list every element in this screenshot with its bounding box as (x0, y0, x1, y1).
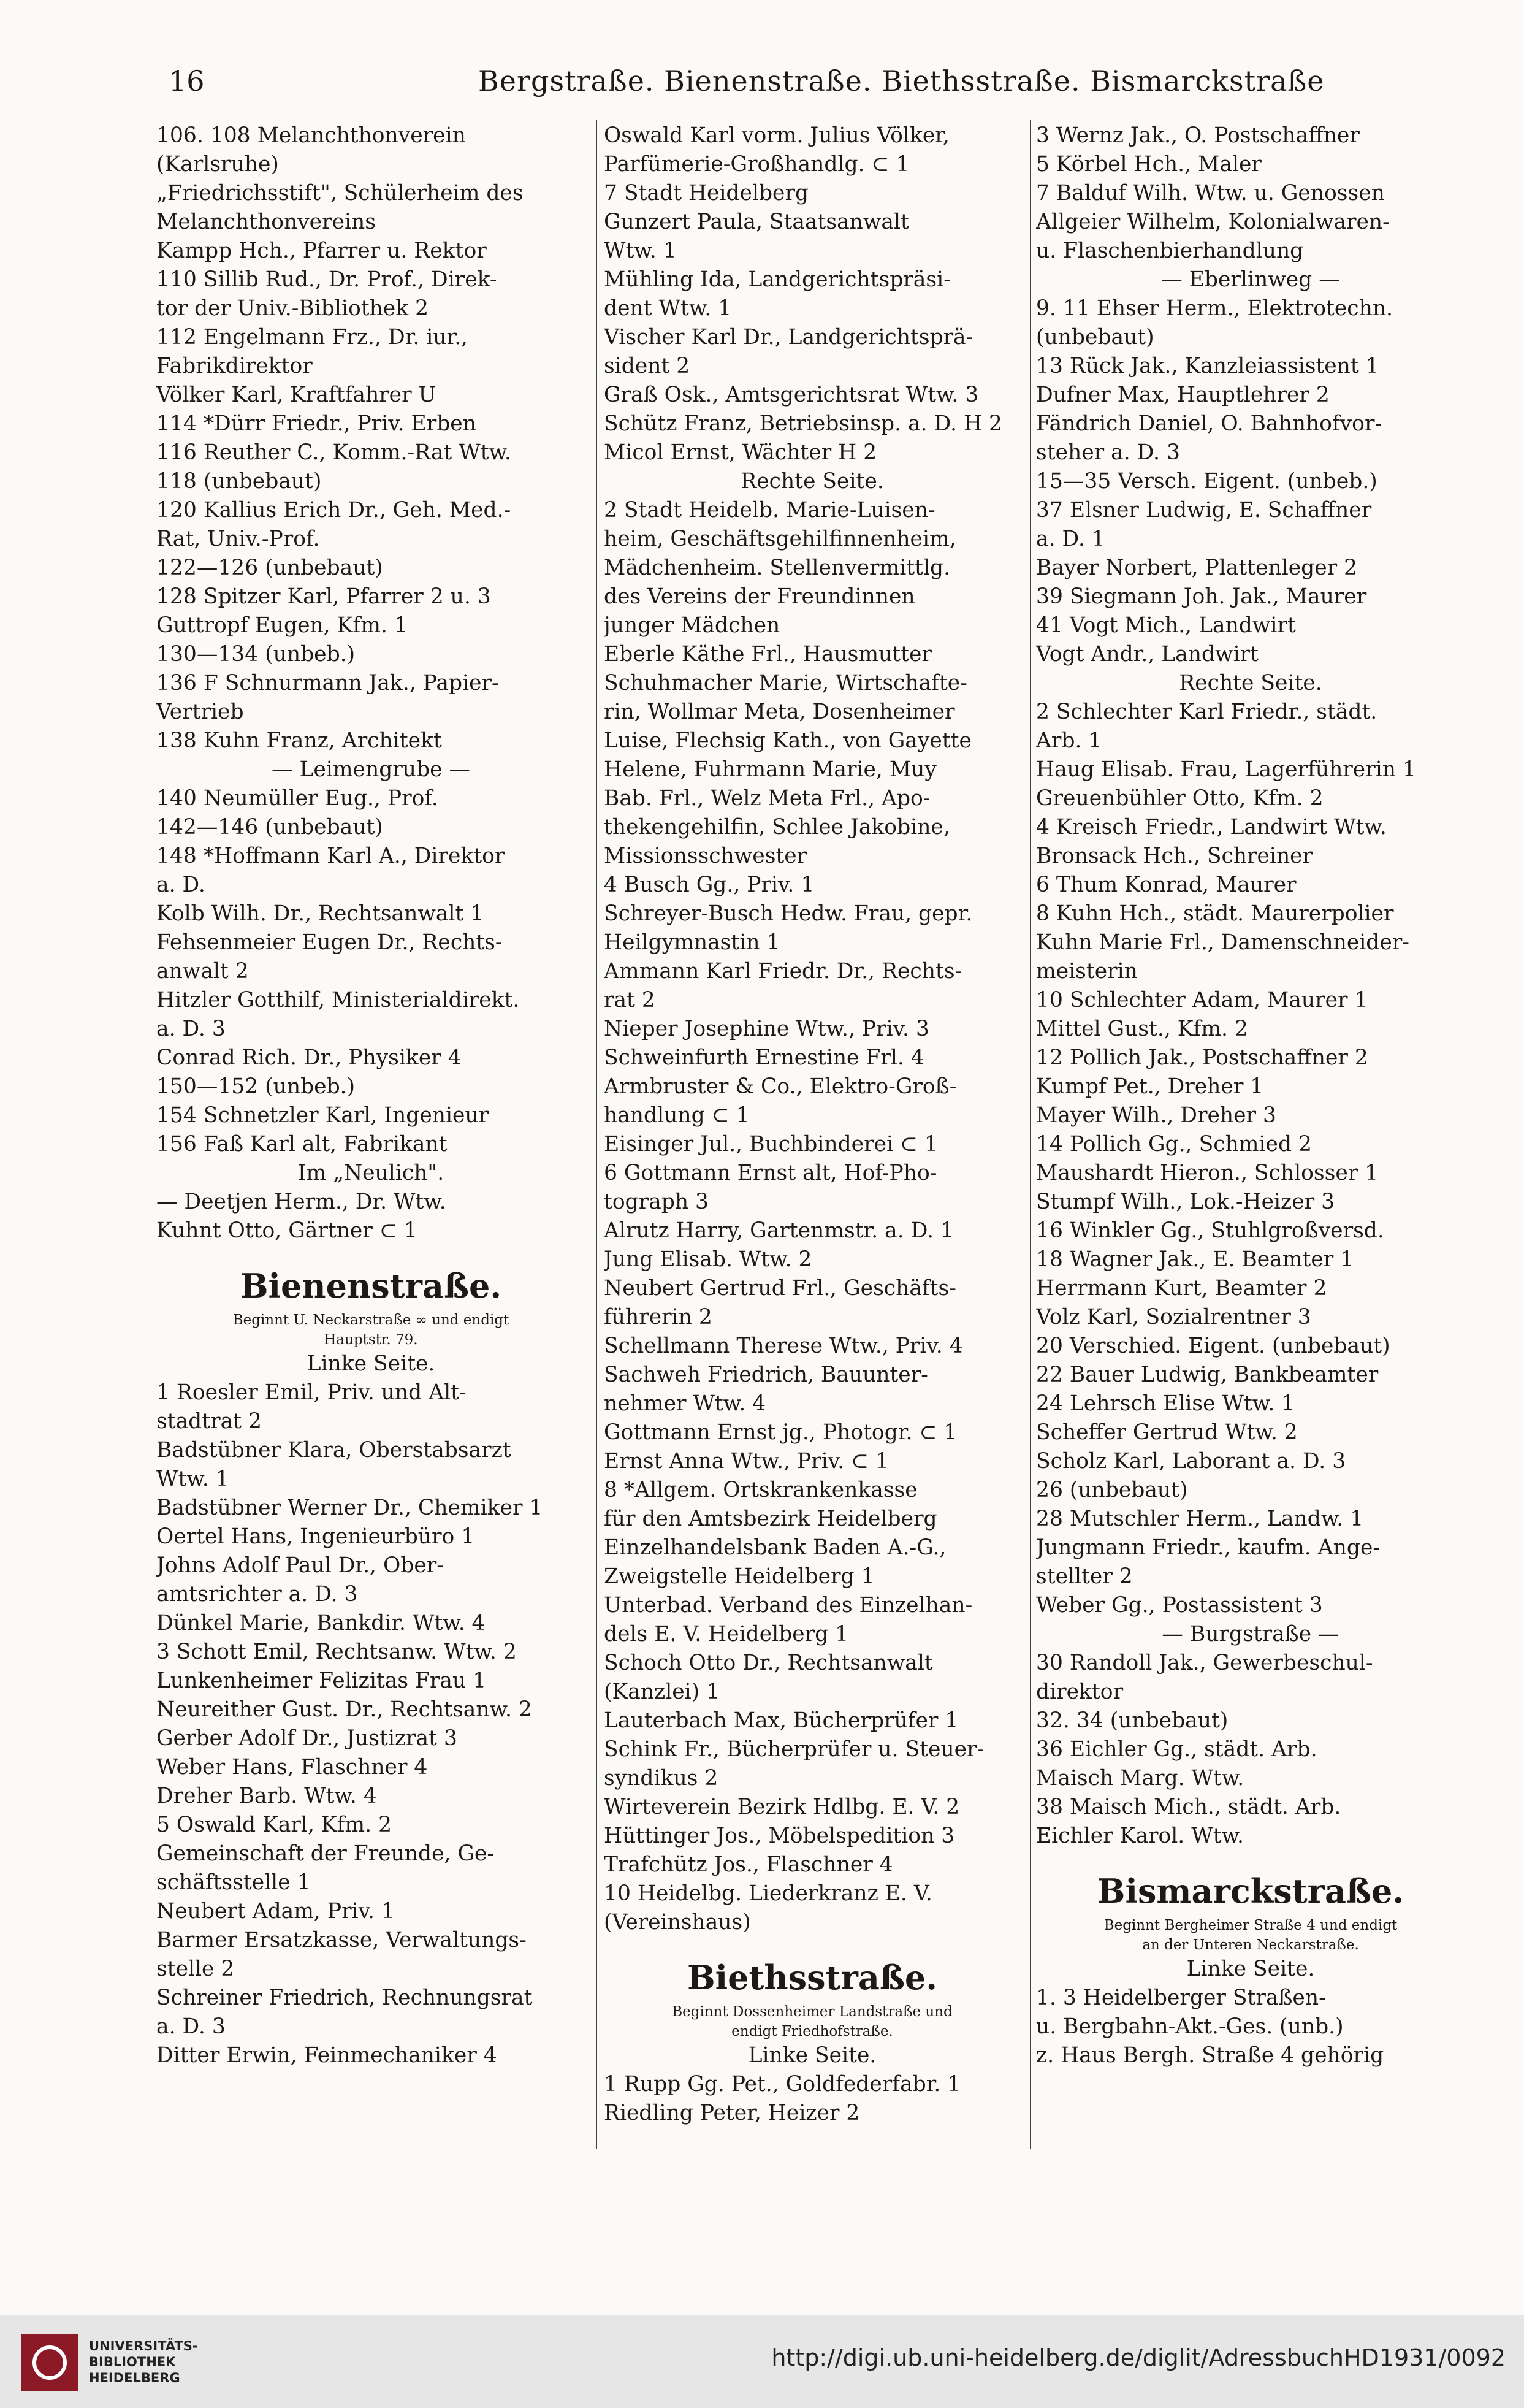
directory-line: meisterin (1036, 959, 1138, 984)
directory-line: (unbebaut) (1036, 325, 1154, 350)
directory-line: Schweinfurth Ernestine Frl. 4 (604, 1045, 924, 1070)
directory-line: Kuhnt Otto, Gärtner ⊂ 1 (156, 1218, 417, 1243)
directory-line: 9. 11 Ehser Herm., Elektrotechn. (1036, 296, 1393, 321)
directory-line: 36 Eichler Gg., städt. Arb. (1036, 1737, 1317, 1762)
directory-line: Kampp Hch., Pfarrer u. Rektor (156, 239, 487, 263)
directory-line: Neubert Gertrud Frl., Geschäfts- (604, 1276, 956, 1301)
directory-line: 5 Oswald Karl, Kfm. 2 (156, 1813, 392, 1837)
directory-line: „Friedrichsstift", Schülerheim des (156, 181, 524, 205)
directory-line: Lauterbach Max, Bücherprüfer 1 (604, 1708, 959, 1733)
directory-line: Fändrich Daniel, O. Bahnhofvor- (1036, 411, 1382, 436)
directory-line: stelle 2 (156, 1957, 235, 1981)
directory-line: Sachweh Friedrich, Bauunter- (604, 1363, 928, 1387)
directory-line: (Vereinshaus) (604, 1910, 751, 1935)
directory-line: Herrmann Kurt, Beamter 2 (1036, 1276, 1327, 1301)
directory-line: Dufner Max, Hauptlehrer 2 (1036, 383, 1330, 407)
directory-line: Einzelhandelsbank Baden A.-G., (604, 1535, 947, 1560)
directory-line: Neubert Adam, Priv. 1 (156, 1899, 395, 1924)
directory-line: Alrutz Harry, Gartenmstr. a. D. 1 (604, 1218, 954, 1243)
directory-line: Melanchthonvereins (156, 210, 376, 234)
directory-line: Weber Hans, Flaschner 4 (156, 1755, 428, 1779)
directory-line: Rechte Seite. (741, 469, 884, 494)
directory-line: Fabrikdirektor (156, 354, 313, 378)
directory-line: 2 Stadt Heidelb. Marie-Luisen- (604, 498, 935, 522)
directory-line: Greuenbühler Otto, Kfm. 2 (1036, 786, 1324, 811)
directory-line: 22 Bauer Ludwig, Bankbeamter (1036, 1363, 1379, 1387)
directory-line: 6 Thum Konrad, Maurer (1036, 873, 1297, 897)
directory-line: Gottmann Ernst jg., Photogr. ⊂ 1 (604, 1420, 958, 1445)
directory-line: Micol Ernst, Wächter H 2 (604, 440, 877, 465)
directory-line: u. Flaschenbierhandlung (1036, 239, 1304, 263)
directory-line: 10 Heidelbg. Liederkranz E. V. (604, 1881, 932, 1906)
directory-line: 154 Schnetzler Karl, Ingenieur (156, 1103, 489, 1128)
directory-line: anwalt 2 (156, 959, 249, 984)
directory-line: 38 Maisch Mich., städt. Arb. (1036, 1795, 1341, 1819)
directory-line: Armbruster & Co., Elektro-Groß- (604, 1074, 957, 1099)
directory-line: Eichler Karol. Wtw. (1036, 1824, 1244, 1848)
directory-line: thekengehilfin, Schlee Jakobine, (604, 815, 950, 839)
directory-line: 1 Roesler Emil, Priv. und Alt- (156, 1380, 467, 1405)
directory-line: z. Haus Bergh. Straße 4 gehörig (1036, 2043, 1384, 2068)
directory-line: 140 Neumüller Eug., Prof. (156, 786, 438, 811)
directory-line: 130—134 (unbeb.) (156, 642, 356, 667)
directory-line: 1 Rupp Gg. Pet., Goldfederfabr. 1 (604, 2072, 961, 2096)
directory-line: Gunzert Paula, Staatsanwalt (604, 210, 909, 234)
directory-line: 18 Wagner Jak., E. Beamter 1 (1036, 1247, 1354, 1272)
directory-line: 6 Gottmann Ernst alt, Hof-Pho- (604, 1161, 937, 1185)
directory-line: Dünkel Marie, Bankdir. Wtw. 4 (156, 1611, 486, 1635)
directory-line: nehmer Wtw. 4 (604, 1391, 766, 1416)
directory-line: Fehsenmeier Eugen Dr., Rechts- (156, 930, 503, 955)
directory-line: 16 Winkler Gg., Stuhlgroßversd. (1036, 1218, 1384, 1243)
directory-line: 3 Wernz Jak., O. Postschaffner (1036, 123, 1360, 148)
directory-line: a. D. 3 (156, 2014, 226, 2039)
directory-line: syndikus 2 (604, 1766, 718, 1791)
directory-line: Guttropf Eugen, Kfm. 1 (156, 613, 408, 638)
directory-line: 4 Kreisch Friedr., Landwirt Wtw. (1036, 815, 1387, 839)
directory-line: 128 Spitzer Karl, Pfarrer 2 u. 3 (156, 584, 491, 609)
street-heading: Biethsstraße. (687, 1958, 938, 1997)
directory-line: a. D. 1 (1036, 527, 1105, 551)
page-number: 16 (169, 64, 205, 97)
directory-line: dels E. V. Heidelberg 1 (604, 1622, 849, 1646)
directory-line: 136 F Schnurmann Jak., Papier- (156, 671, 499, 695)
library-name-line: UNIVERSITÄTS- (89, 2339, 198, 2353)
column-rule-1 (596, 120, 597, 2149)
directory-line: 110 Sillib Rud., Dr. Prof., Direk- (156, 267, 497, 292)
directory-line: an der Unteren Neckarstraße. (1142, 1937, 1359, 1953)
directory-line: Rechte Seite. (1179, 671, 1322, 695)
directory-line: Ernst Anna Wtw., Priv. ⊂ 1 (604, 1449, 889, 1473)
directory-line: Kumpf Pet., Dreher 1 (1036, 1074, 1264, 1099)
directory-line: — Eberlinweg — (1161, 267, 1340, 292)
directory-line: 26 (unbebaut) (1036, 1478, 1188, 1502)
directory-line: 106. 108 Melanchthonverein (156, 123, 466, 148)
directory-line: dent Wtw. 1 (604, 296, 732, 321)
column-rule-2 (1030, 120, 1031, 2149)
directory-line: Stumpf Wilh., Lok.-Heizer 3 (1036, 1190, 1335, 1214)
directory-line: Ditter Erwin, Feinmechaniker 4 (156, 2043, 497, 2068)
directory-line: junger Mädchen (604, 613, 780, 638)
directory-line: Vischer Karl Dr., Landgerichtsprä- (604, 325, 973, 350)
directory-line: Barmer Ersatzkasse, Verwaltungs- (156, 1928, 527, 1952)
directory-line: Vogt Andr., Landwirt (1036, 642, 1259, 667)
directory-line: Bronsack Hch., Schreiner (1036, 844, 1313, 868)
directory-line: Mayer Wilh., Dreher 3 (1036, 1103, 1276, 1128)
directory-line: 120 Kallius Erich Dr., Geh. Med.- (156, 498, 511, 522)
directory-line: a. D. 3 (156, 1017, 226, 1041)
directory-line: Dreher Barb. Wtw. 4 (156, 1784, 377, 1808)
directory-line: Wtw. 1 (156, 1467, 229, 1491)
directory-line: Beginnt U. Neckarstraße ∞ und endigt (232, 1312, 509, 1328)
directory-line: Badstübner Werner Dr., Chemiker 1 (156, 1496, 543, 1520)
directory-line: Mittel Gust., Kfm. 2 (1036, 1017, 1248, 1041)
directory-line: heim, Geschäftsgehilfinnenheim, (604, 527, 956, 551)
directory-line: Vertrieb (156, 700, 244, 724)
directory-line: — Leimengrube — (272, 757, 470, 782)
directory-line: 30 Randoll Jak., Gewerbeschul- (1036, 1651, 1373, 1675)
directory-line: 10 Schlechter Adam, Maurer 1 (1036, 988, 1368, 1012)
directory-line: Trafchütz Jos., Flaschner 4 (604, 1852, 893, 1877)
directory-line: 8 *Allgem. Ortskrankenkasse (604, 1478, 918, 1502)
page-header-title: Bergstraße. Bienenstraße. Biethsstraße. Bismarckstraße (478, 64, 1325, 97)
directory-line: stellter 2 (1036, 1564, 1133, 1589)
directory-line: Linke Seite. (748, 2043, 877, 2068)
directory-line: 37 Elsner Ludwig, E. Schaffner (1036, 498, 1372, 522)
directory-line: 150—152 (unbeb.) (156, 1074, 356, 1099)
directory-line: Jung Elisab. Wtw. 2 (604, 1247, 812, 1272)
directory-column-1 (156, 121, 585, 2070)
directory-line: Hitzler Gotthilf, Ministerialdirekt. (156, 988, 520, 1012)
directory-line: Oswald Karl vorm. Julius Völker, (604, 123, 950, 148)
directory-line: Volz Karl, Sozialrentner 3 (1036, 1305, 1311, 1329)
directory-line: 4 Busch Gg., Priv. 1 (604, 873, 815, 897)
directory-line: (Kanzlei) 1 (604, 1680, 720, 1704)
directory-line: rin, Wollmar Meta, Dosenheimer (604, 700, 955, 724)
directory-line: Linke Seite. (1186, 1957, 1315, 1981)
directory-line: Weber Gg., Postassistent 3 (1036, 1593, 1323, 1618)
directory-line: rat 2 (604, 988, 655, 1012)
directory-line: 1. 3 Heidelberger Straßen- (1036, 1986, 1326, 2010)
directory-line: Zweigstelle Heidelberg 1 (604, 1564, 875, 1589)
directory-line: 13 Rück Jak., Kanzleiassistent 1 (1036, 354, 1379, 378)
directory-line: Im „Neulich". (297, 1161, 444, 1185)
directory-line: Schreiner Friedrich, Rechnungsrat (156, 1986, 533, 2010)
directory-line: Oertel Hans, Ingenieurbüro 1 (156, 1524, 475, 1549)
directory-line: Hauptstr. 79. (324, 1332, 418, 1348)
directory-line: führerin 2 (604, 1305, 712, 1329)
library-name-line: BIBLIOTHEK (89, 2355, 176, 2369)
directory-line: 156 Faß Karl alt, Fabrikant (156, 1132, 448, 1156)
directory-line: Allgeier Wilhelm, Kolonialwaren- (1036, 210, 1390, 234)
directory-line: Nieper Josephine Wtw., Priv. 3 (604, 1017, 929, 1041)
directory-line: Luise, Flechsig Kath., von Gayette (604, 728, 972, 753)
directory-line: 148 *Hoffmann Karl A., Direktor (156, 844, 505, 868)
directory-line: direktor (1036, 1680, 1124, 1704)
directory-line: Kuhn Marie Frl., Damenschneider- (1036, 930, 1409, 955)
library-name-line: HEIDELBERG (89, 2371, 180, 2385)
directory-line: Graß Osk., Amtsgerichtsrat Wtw. 3 (604, 383, 979, 407)
directory-line: für den Amtsbezirk Heidelberg (604, 1507, 937, 1531)
directory-line: Eberle Käthe Frl., Hausmutter (604, 642, 932, 667)
library-name (89, 2338, 198, 2386)
directory-line: Wtw. 1 (604, 239, 677, 263)
directory-line: 32. 34 (unbebaut) (1036, 1708, 1229, 1733)
directory-line: 28 Mutschler Herm., Landw. 1 (1036, 1507, 1364, 1531)
directory-line: Schink Fr., Bücherprüfer u. Steuer- (604, 1737, 985, 1762)
directory-line: Mühling Ida, Landgerichtspräsi- (604, 267, 951, 292)
directory-line: amtsrichter a. D. 3 (156, 1582, 358, 1607)
directory-line: endigt Friedhofstraße. (731, 2024, 893, 2039)
directory-line: u. Bergbahn-Akt.-Ges. (unb.) (1036, 2014, 1344, 2039)
directory-line: Bab. Frl., Welz Meta Frl., Apo- (604, 786, 931, 811)
directory-line: Schellmann Therese Wtw., Priv. 4 (604, 1334, 963, 1358)
directory-line: Gerber Adolf Dr., Justizrat 3 (156, 1726, 457, 1751)
directory-line: Schreyer-Busch Hedw. Frau, gepr. (604, 901, 973, 926)
directory-line: schäftsstelle 1 (156, 1870, 311, 1895)
source-url-link[interactable]: http://digi.ub.uni-heidelberg.de/diglit/AdressbuchHD1931/0092 (771, 2344, 1506, 2371)
directory-line: — Deetjen Herm., Dr. Wtw. (156, 1190, 446, 1214)
directory-line: 14 Pollich Gg., Schmied 2 (1036, 1132, 1312, 1156)
directory-line: Gemeinschaft der Freunde, Ge- (156, 1841, 495, 1866)
directory-line: 12 Pollich Jak., Postschaffner 2 (1036, 1045, 1368, 1070)
directory-line: Johns Adolf Paul Dr., Ober- (156, 1553, 444, 1578)
directory-line: 41 Vogt Mich., Landwirt (1036, 613, 1296, 638)
directory-line: Hüttinger Jos., Möbelspedition 3 (604, 1824, 955, 1848)
directory-line: Lunkenheimer Felizitas Frau 1 (156, 1668, 487, 1693)
directory-line: steher a. D. 3 (1036, 440, 1180, 465)
directory-line: Schuhmacher Marie, Wirtschafte- (604, 671, 967, 695)
street-heading: Bienenstraße. (240, 1266, 502, 1305)
directory-line: 15—35 Versch. Eigent. (unbeb.) (1036, 469, 1377, 494)
directory-line: Conrad Rich. Dr., Physiker 4 (156, 1045, 462, 1070)
directory-line: Kolb Wilh. Dr., Rechtsanwalt 1 (156, 901, 484, 926)
directory-line: handlung ⊂ 1 (604, 1103, 750, 1128)
directory-line: Eisinger Jul., Buchbinderei ⊂ 1 (604, 1132, 938, 1156)
directory-line: Badstübner Klara, Oberstabsarzt (156, 1438, 511, 1462)
directory-line: Scholz Karl, Laborant a. D. 3 (1036, 1449, 1346, 1473)
directory-line: Scheffer Gertrud Wtw. 2 (1036, 1420, 1298, 1445)
directory-line: Bayer Norbert, Plattenleger 2 (1036, 556, 1358, 580)
directory-line: Heilgymnastin 1 (604, 930, 780, 955)
directory-line: 114 *Dürr Friedr., Priv. Erben (156, 411, 476, 436)
library-logo-icon (21, 2334, 78, 2391)
directory-line: Linke Seite. (307, 1351, 435, 1376)
directory-line: sident 2 (604, 354, 690, 378)
directory-line: Mädchenheim. Stellenvermittlg. (604, 556, 951, 580)
directory-line: 138 Kuhn Franz, Architekt (156, 728, 442, 753)
directory-line: 112 Engelmann Frz., Dr. iur., (156, 325, 468, 350)
directory-line: 3 Schott Emil, Rechtsanw. Wtw. 2 (156, 1640, 517, 1664)
directory-line: Neureither Gust. Dr., Rechtsanw. 2 (156, 1697, 532, 1722)
directory-line: 2 Schlechter Karl Friedr., städt. (1036, 700, 1377, 724)
directory-line: Beginnt Bergheimer Straße 4 und endigt (1103, 1917, 1398, 1933)
directory-line: — Burgstraße — (1162, 1622, 1339, 1646)
directory-line: 5 Körbel Hch., Maler (1036, 152, 1262, 177)
directory-column-3 (1036, 121, 1465, 2070)
directory-line: tor der Univ.-Bibliothek 2 (156, 296, 429, 321)
street-heading: Bismarckstraße. (1097, 1871, 1404, 1911)
directory-line: 116 Reuther C., Komm.-Rat Wtw. (156, 440, 512, 465)
directory-line: Beginnt Dossenheimer Landstraße und (672, 2004, 953, 2020)
directory-line: Wirteverein Bezirk Hdlbg. E. V. 2 (604, 1795, 960, 1819)
directory-line: 20 Verschied. Eigent. (unbebaut) (1036, 1334, 1390, 1358)
directory-line: Riedling Peter, Heizer 2 (604, 2101, 860, 2125)
directory-line: Schütz Franz, Betriebsinsp. a. D. H 2 (604, 411, 1002, 436)
directory-line: 39 Siegmann Joh. Jak., Maurer (1036, 584, 1367, 609)
directory-line: 8 Kuhn Hch., städt. Maurerpolier (1036, 901, 1394, 926)
directory-line: Helene, Fuhrmann Marie, Muy (604, 757, 937, 782)
directory-line: 24 Lehrsch Elise Wtw. 1 (1036, 1391, 1295, 1416)
directory-line: Maisch Marg. Wtw. (1036, 1766, 1244, 1791)
directory-line: 118 (unbebaut) (156, 469, 322, 494)
footer-bar (0, 2315, 1524, 2408)
directory-line: Jungmann Friedr., kaufm. Ange- (1036, 1535, 1381, 1560)
directory-line: Schoch Otto Dr., Rechtsanwalt (604, 1651, 933, 1675)
directory-line: des Vereins der Freundinnen (604, 584, 915, 609)
directory-line: Maushardt Hieron., Schlosser 1 (1036, 1161, 1379, 1185)
directory-line: 122—126 (unbebaut) (156, 556, 383, 580)
directory-line: Völker Karl, Kraftfahrer U (156, 383, 436, 407)
directory-line: Parfümerie-Großhandlg. ⊂ 1 (604, 152, 910, 177)
directory-line: (Karlsruhe) (156, 152, 279, 177)
directory-line: 7 Stadt Heidelberg (604, 181, 809, 205)
directory-line: Arb. 1 (1036, 728, 1102, 753)
directory-line: Ammann Karl Friedr. Dr., Rechts- (604, 959, 962, 984)
directory-line: 7 Balduf Wilh. Wtw. u. Genossen (1036, 181, 1385, 205)
directory-column-2 (604, 121, 1021, 2128)
directory-line: tograph 3 (604, 1190, 709, 1214)
directory-line: 142—146 (unbebaut) (156, 815, 383, 839)
directory-line: Unterbad. Verband des Einzelhan- (604, 1593, 973, 1618)
directory-line: a. D. (156, 873, 205, 897)
directory-line: stadtrat 2 (156, 1409, 262, 1434)
directory-line: Haug Elisab. Frau, Lagerführerin 1 (1036, 757, 1416, 782)
directory-line: Missionsschwester (604, 844, 807, 868)
directory-line: Rat, Univ.-Prof. (156, 527, 320, 551)
